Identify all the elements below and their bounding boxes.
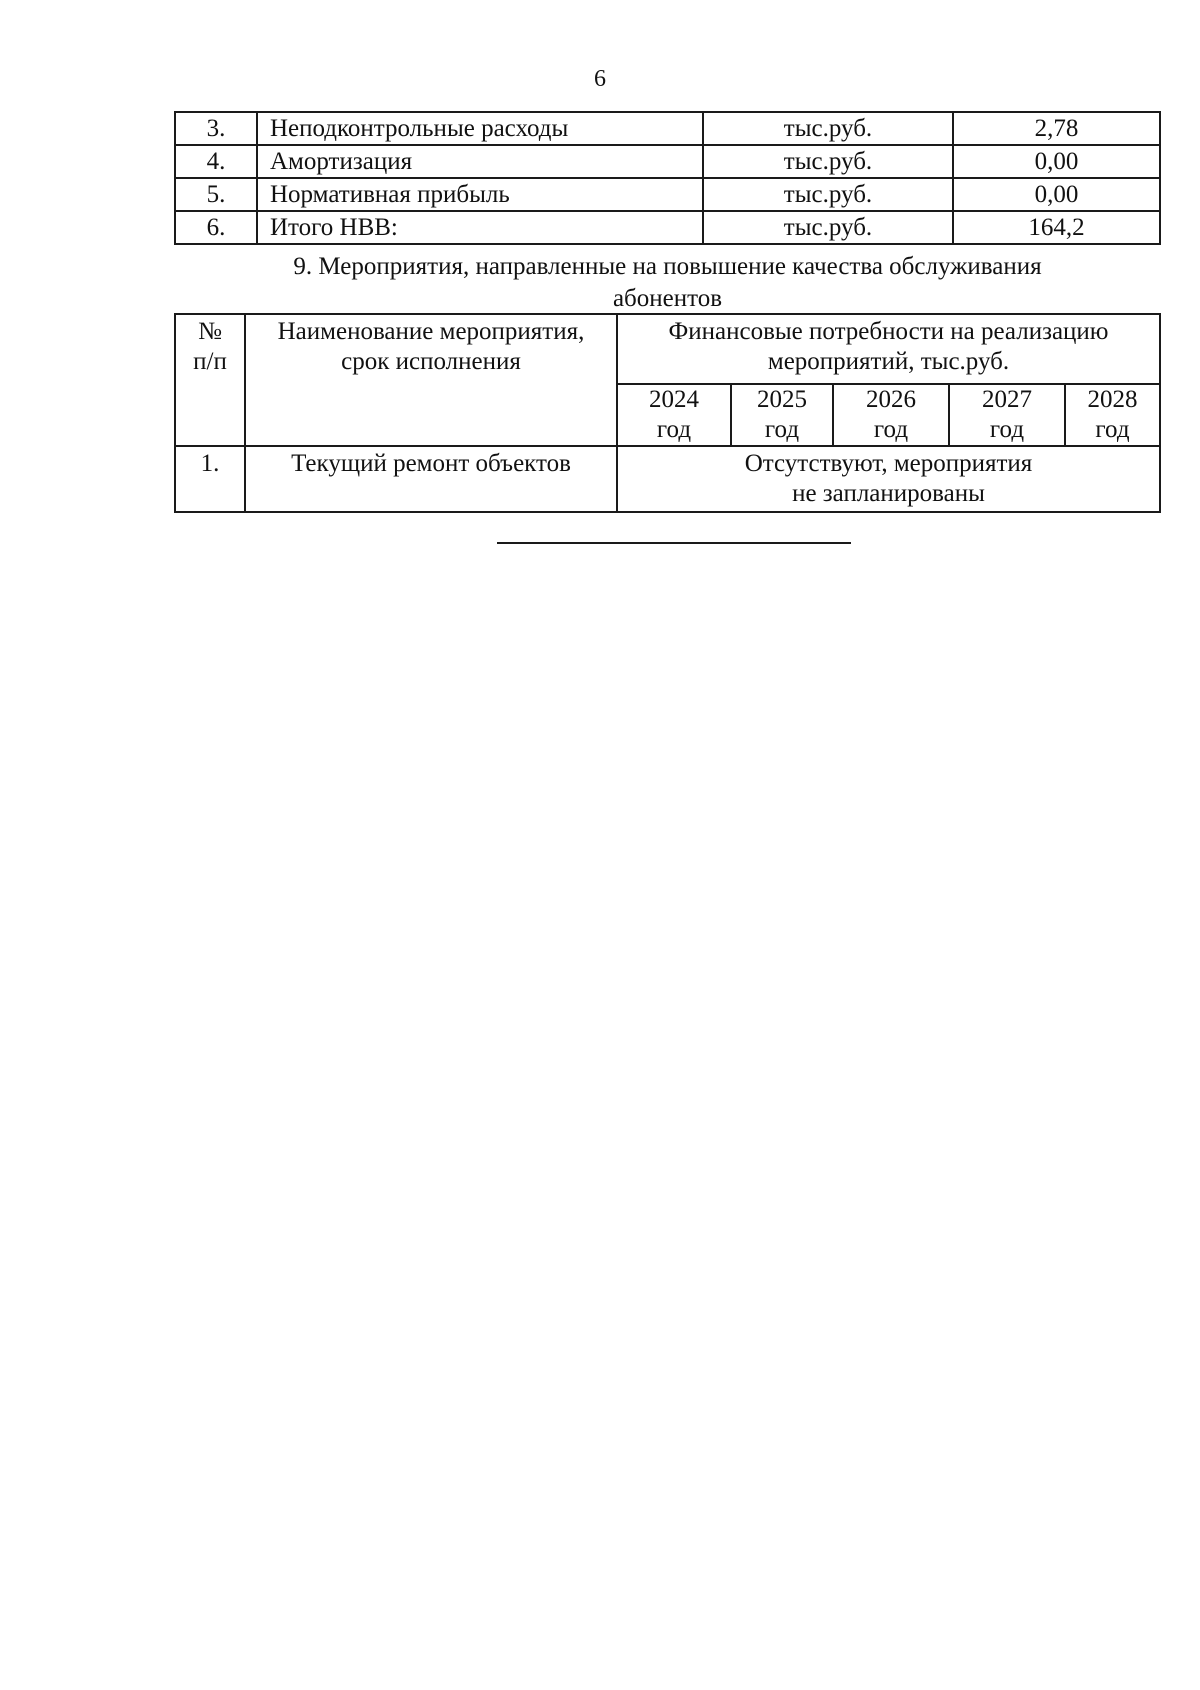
row-finance-line1: Отсутствуют, мероприятия (744, 450, 1033, 477)
row-value: 0,00 (953, 178, 1160, 211)
row-name: Итого НВВ: (257, 211, 703, 244)
year-label: 2028 (1087, 386, 1138, 413)
year-unit: год (989, 416, 1025, 443)
section-title-line2: абонентов (612, 285, 723, 312)
row-finance-line2: не запланированы (792, 480, 985, 507)
closing-divider (497, 542, 851, 544)
year-unit: год (764, 416, 800, 443)
row-name: Текущий ремонт объектов (245, 446, 617, 512)
table-row (175, 446, 1160, 512)
page-number: 6 (594, 66, 606, 92)
row-unit: тыс.руб. (703, 112, 953, 145)
header-name (245, 314, 617, 446)
section-title (174, 251, 1161, 315)
row-number: 1. (175, 446, 245, 512)
year-2027 (949, 384, 1065, 446)
cost-table (174, 111, 1161, 245)
year-2026 (833, 384, 949, 446)
year-2025 (731, 384, 833, 446)
header-number (175, 314, 245, 446)
row-value: 0,00 (953, 145, 1160, 178)
measures-table (174, 313, 1161, 513)
year-label: 2025 (757, 386, 807, 413)
header-row (175, 314, 1160, 384)
year-label: 2024 (649, 386, 699, 413)
header-finance-line1: Финансовые потребности на реализацию (668, 318, 1109, 345)
row-unit: тыс.руб. (703, 145, 953, 178)
row-number: 4. (175, 145, 257, 178)
year-2024 (617, 384, 731, 446)
year-unit: год (1095, 416, 1130, 443)
table-row (175, 178, 1160, 211)
row-name: Нормативная прибыль (257, 178, 703, 211)
row-value: 2,78 (953, 112, 1160, 145)
row-name: Амортизация (257, 145, 703, 178)
row-finance-status (617, 446, 1160, 512)
year-unit: год (873, 416, 909, 443)
year-label: 2027 (982, 386, 1032, 413)
header-number-line2: п/п (193, 348, 227, 375)
year-label: 2026 (866, 386, 916, 413)
header-name-line2: срок исполнения (341, 348, 521, 375)
row-number: 6. (175, 211, 257, 244)
row-unit: тыс.руб. (703, 211, 953, 244)
year-unit: год (656, 416, 692, 443)
header-number-line1: № (198, 318, 222, 345)
year-2028 (1065, 384, 1160, 446)
header-finance (617, 314, 1160, 384)
table-row (175, 145, 1160, 178)
table-row (175, 112, 1160, 145)
section-title-line1: 9. Мероприятия, направленные на повышение качества обслуживания (293, 253, 1042, 280)
row-unit: тыс.руб. (703, 178, 953, 211)
row-number: 3. (175, 112, 257, 145)
header-finance-line2: мероприятий, тыс.руб. (767, 348, 1010, 375)
row-value: 164,2 (953, 211, 1160, 244)
row-number: 5. (175, 178, 257, 211)
header-name-line1: Наименование мероприятия, (277, 318, 585, 345)
table-row (175, 211, 1160, 244)
row-name: Неподконтрольные расходы (257, 112, 703, 145)
